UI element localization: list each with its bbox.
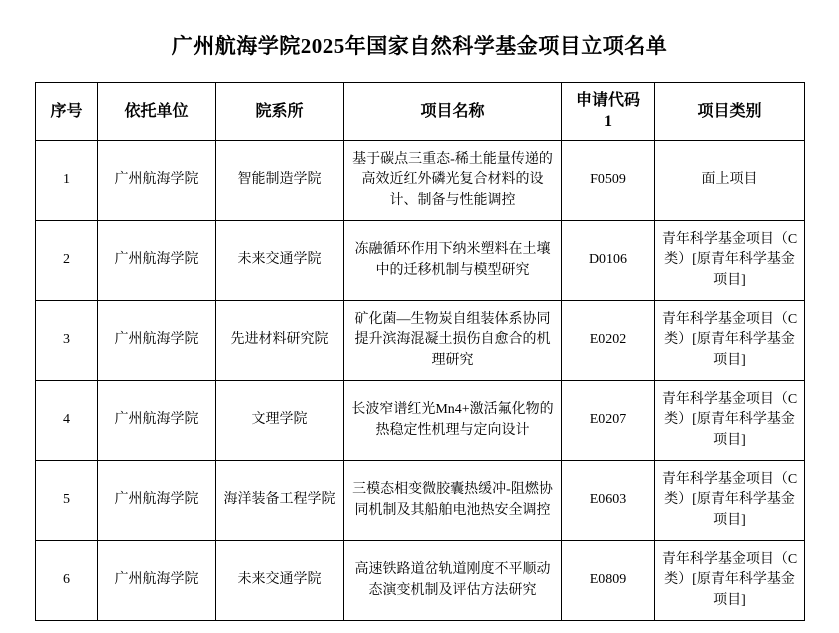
table-row <box>36 141 805 221</box>
cell-project: 矿化菌—生物炭自组装体系协同提升滨海混凝土损伤自愈合的机理研究 <box>344 301 562 381</box>
cell-project: 冻融循环作用下纳米塑料在土壤中的迁移机制与模型研究 <box>344 221 562 301</box>
column-header-dept: 院系所 <box>216 83 344 141</box>
cell-unit: 广州航海学院 <box>98 381 216 461</box>
cell-type: 面上项目 <box>655 141 805 221</box>
table-container <box>0 82 839 621</box>
cell-seq: 4 <box>36 381 98 461</box>
table-row <box>36 301 805 381</box>
cell-unit: 广州航海学院 <box>98 221 216 301</box>
column-header-seq: 序号 <box>36 83 98 141</box>
cell-project: 长波窄谱红光Mn4+激活氟化物的热稳定性机理与定向设计 <box>344 381 562 461</box>
cell-type: 青年科学基金项目（C类）[原青年科学基金项目] <box>655 461 805 541</box>
column-header-project: 项目名称 <box>344 83 562 141</box>
cell-seq: 6 <box>36 541 98 621</box>
cell-dept: 文理学院 <box>216 381 344 461</box>
cell-type: 青年科学基金项目（C类）[原青年科学基金项目] <box>655 301 805 381</box>
column-header-code <box>562 83 655 141</box>
cell-seq: 3 <box>36 301 98 381</box>
table-body <box>36 141 805 621</box>
table-row <box>36 381 805 461</box>
cell-code: E0603 <box>562 461 655 541</box>
page-title: 广州航海学院2025年国家自然科学基金项目立项名单 <box>171 34 668 58</box>
cell-project: 三模态相变微胶囊热缓冲-阻燃协同机制及其船舶电池热安全调控 <box>344 461 562 541</box>
cell-code: E0202 <box>562 301 655 381</box>
table-row <box>36 461 805 541</box>
cell-code: F0509 <box>562 141 655 221</box>
table-header-row <box>36 83 805 141</box>
cell-seq: 1 <box>36 141 98 221</box>
table-row <box>36 221 805 301</box>
cell-project: 高速铁路道岔轨道刚度不平顺动态演变机制及评估方法研究 <box>344 541 562 621</box>
cell-unit: 广州航海学院 <box>98 541 216 621</box>
cell-unit: 广州航海学院 <box>98 141 216 221</box>
cell-code: E0207 <box>562 381 655 461</box>
cell-unit: 广州航海学院 <box>98 301 216 381</box>
cell-unit: 广州航海学院 <box>98 461 216 541</box>
column-header-code-line2: 1 <box>604 112 612 130</box>
cell-seq: 5 <box>36 461 98 541</box>
cell-project: 基于碳点三重态-稀土能量传递的高效近红外磷光复合材料的设计、制备与性能调控 <box>344 141 562 221</box>
table-row <box>36 541 805 621</box>
column-header-unit: 依托单位 <box>98 83 216 141</box>
cell-dept: 未来交通学院 <box>216 541 344 621</box>
cell-dept: 先进材料研究院 <box>216 301 344 381</box>
cell-type: 青年科学基金项目（C类）[原青年科学基金项目] <box>655 541 805 621</box>
cell-dept: 未来交通学院 <box>216 221 344 301</box>
cell-code: D0106 <box>562 221 655 301</box>
cell-seq: 2 <box>36 221 98 301</box>
column-header-code-line1: 申请代码 <box>575 91 640 109</box>
cell-dept: 智能制造学院 <box>216 141 344 221</box>
cell-type: 青年科学基金项目（C类）[原青年科学基金项目] <box>655 221 805 301</box>
table-header <box>36 83 805 141</box>
cell-dept: 海洋装备工程学院 <box>216 461 344 541</box>
column-header-type: 项目类别 <box>655 83 805 141</box>
grant-list-table <box>35 82 805 621</box>
cell-type: 青年科学基金项目（C类）[原青年科学基金项目] <box>655 381 805 461</box>
cell-code: E0809 <box>562 541 655 621</box>
